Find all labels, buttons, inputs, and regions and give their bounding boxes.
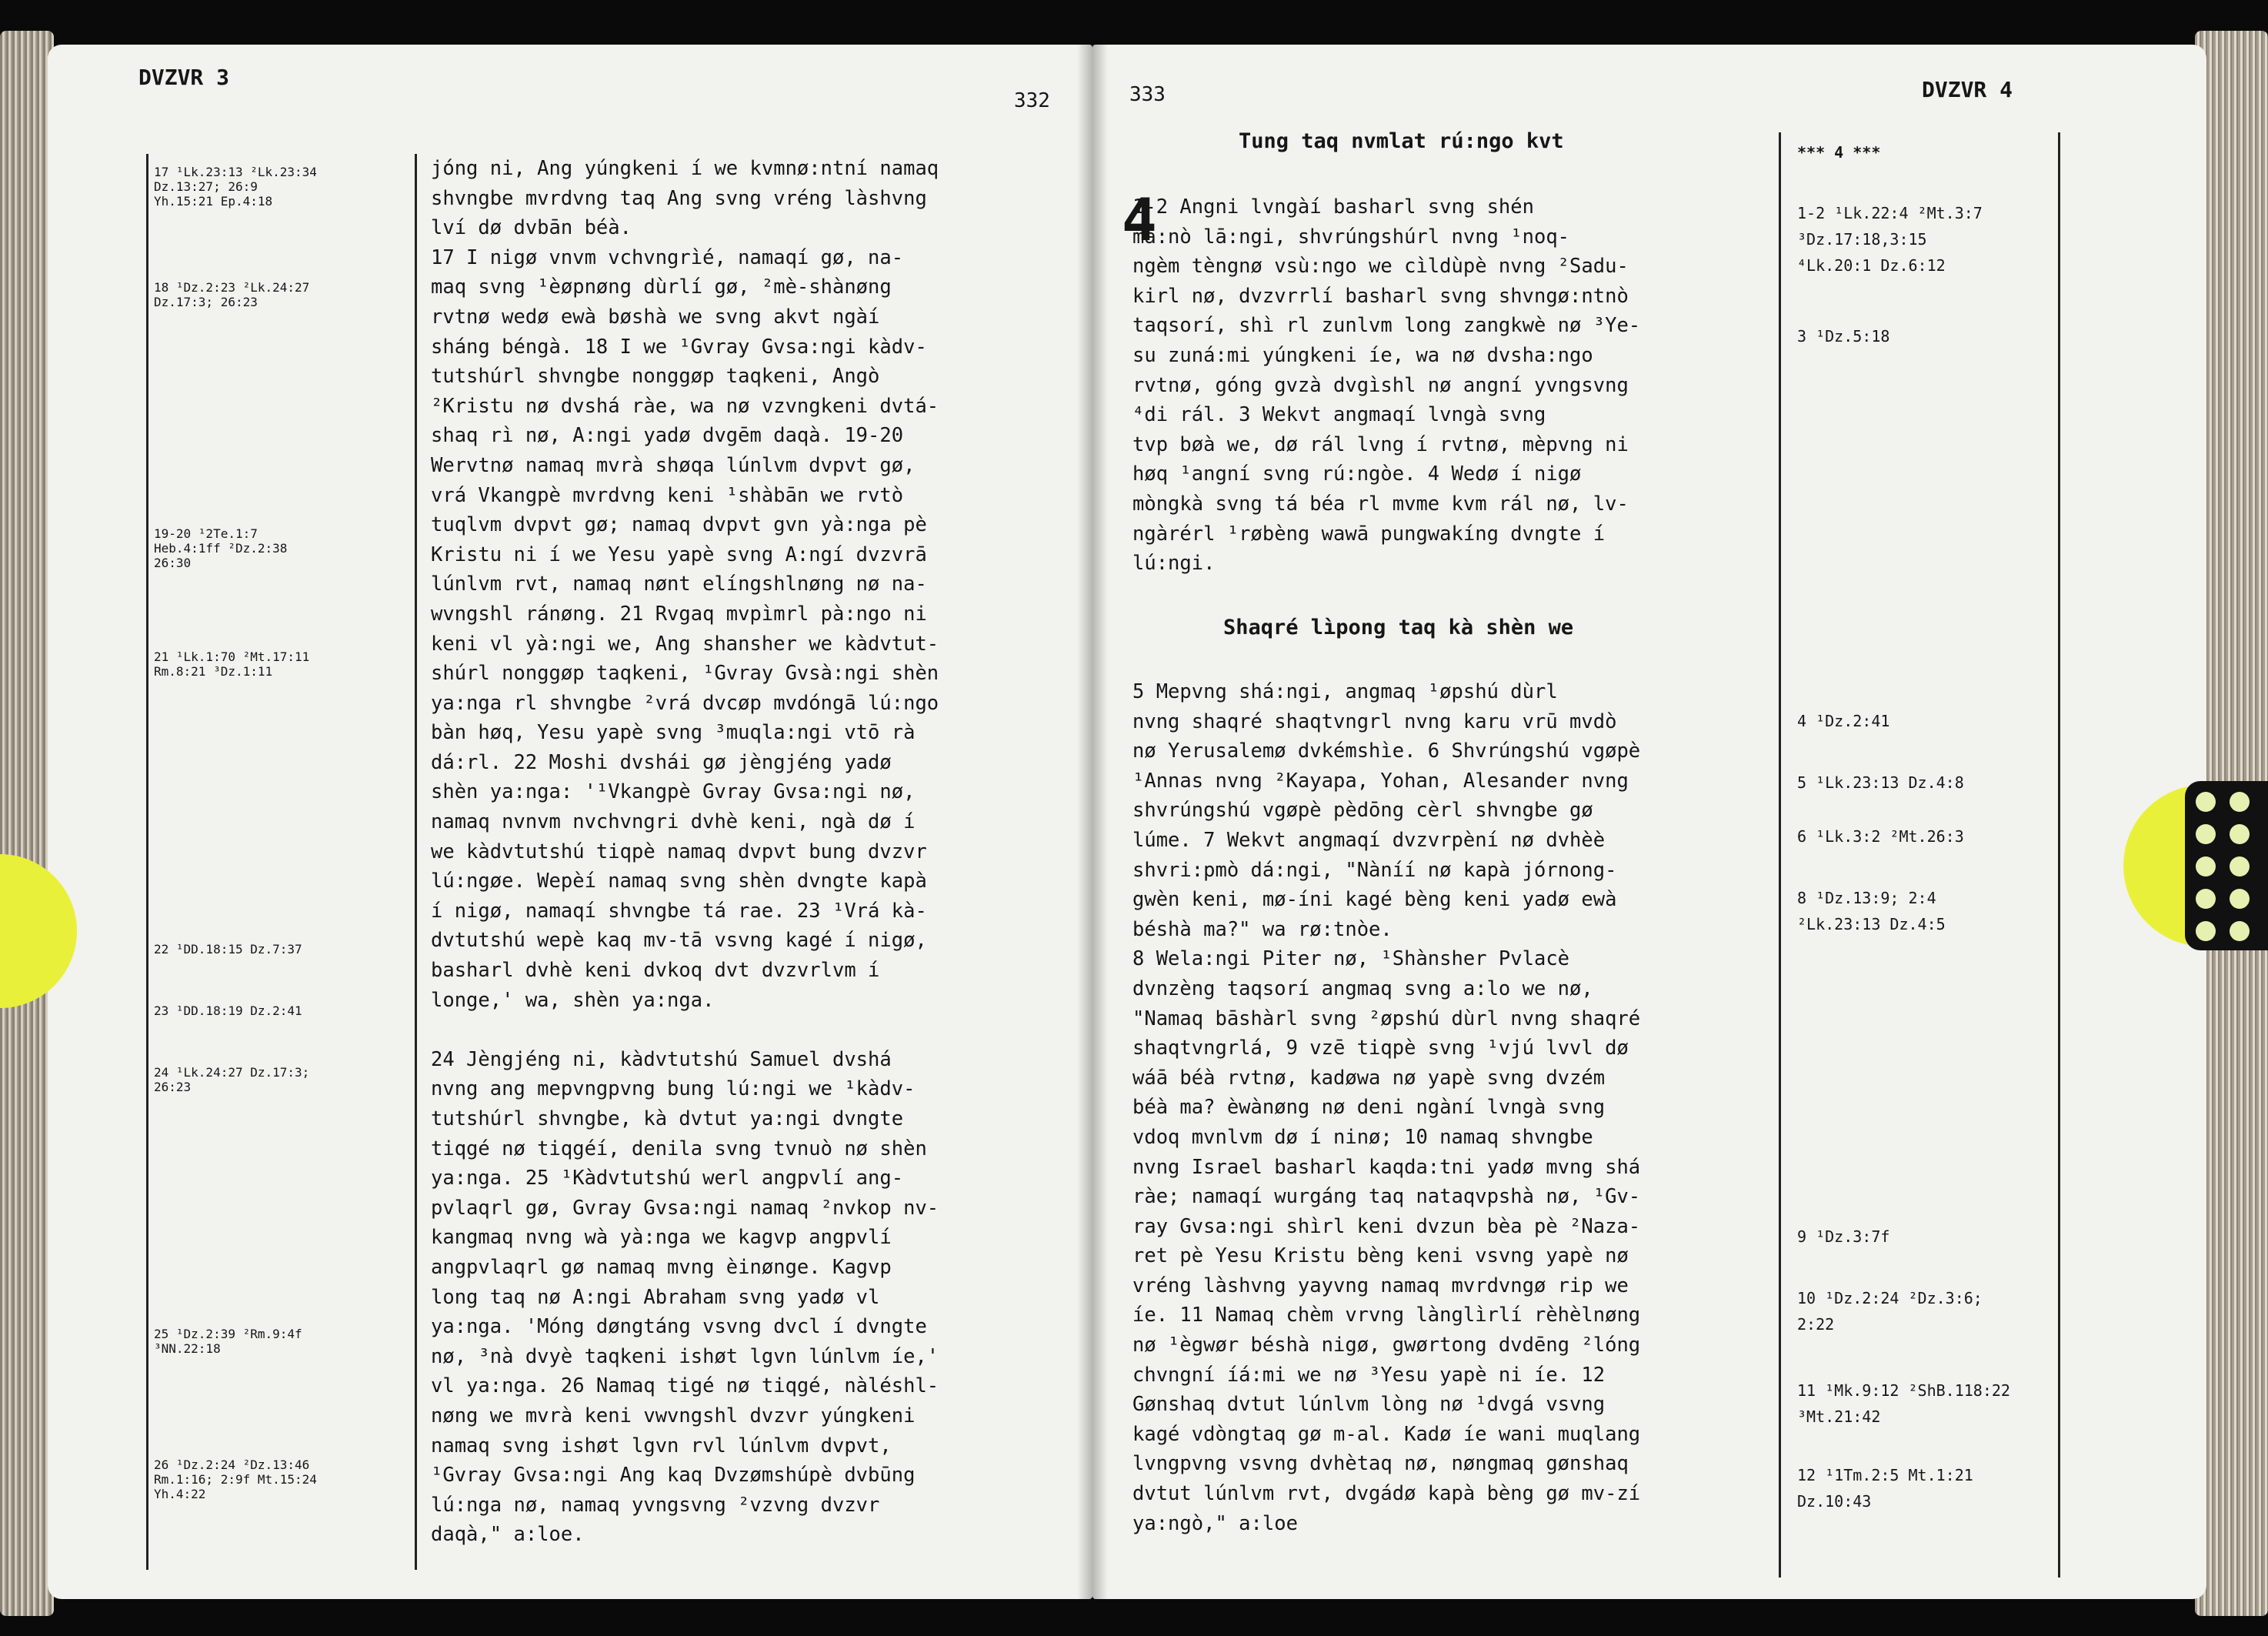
text-line: angpvlaqrl gø namaq mvng èinønge. Kagvp — [431, 1255, 892, 1279]
text-line: ya:nga. 25 ¹Kàdvtutshú werl angpvlí ang- — [431, 1167, 904, 1190]
text-line: shaq rì nø, A:ngi yadø dvgēm daqà. 19-20 — [431, 424, 904, 448]
text-line: ya:nga. 'Móng døngtáng vsvng dvcl í dvngte — [431, 1315, 927, 1339]
text-line: ray Gvsa:ngi shìrl keni dvzun bèa pè ²Naza- — [1132, 1214, 1641, 1238]
text-line: 5 Mepvng shá:ngi, angmaq ¹øpshú dùrl — [1132, 680, 1558, 703]
text-line: shvri:pmò dá:ngi, "Nàníí nø kapà jórnong- — [1132, 858, 1617, 882]
reference-line: 2:22 — [1797, 1315, 1835, 1334]
reference-line: Rm.1:16; 2:9f Mt.15:24 — [154, 1472, 317, 1487]
right-body-text-2 — [1132, 677, 1640, 1538]
reference-line: ³NN.22:18 — [154, 1341, 221, 1356]
reference-entry — [154, 1327, 302, 1356]
reference-line: 21 ¹Lk.1:70 ²Mt.17:11 — [154, 649, 310, 664]
reference-entry — [1797, 1285, 1983, 1337]
text-line: longe,' wa, shèn ya:nga. — [431, 988, 715, 1012]
text-line: shvrúngshú vgøpè pèdōng cèrl shvngbe gø — [1132, 799, 1593, 823]
text-line: 8 Wela:ngi Piter nø, ¹Shànsher Pvlacè — [1132, 947, 1570, 971]
text-line: daqà," a:loe. — [431, 1523, 585, 1547]
text-line: béshà ma?" wa rø:tnòe. — [1132, 917, 1392, 941]
reference-entry — [1797, 885, 1946, 937]
text-line: mòngkà svng tá béa rl mvme kvm rál nø, lv- — [1132, 492, 1629, 516]
text-line: íe. 11 Namaq chèm vrvng lànglìrlí rèhèlnøng — [1132, 1304, 1641, 1327]
text-line — [431, 1015, 939, 1045]
text-line: nøng we mvrà keni vwvngshl dvzvr yúngkeni — [431, 1404, 916, 1427]
text-line: ya:nga rl shvngbe ²vrá dvcøp mvdóngā lú:ngo — [431, 691, 939, 715]
reference-line: ³Mt.21:42 — [1797, 1407, 1881, 1426]
reference-line: 10 ¹Dz.2:24 ²Dz.3:6; — [1797, 1289, 1983, 1307]
text-line: shúrl nonggøp taqkeni, ¹Gvray Gvsà:ngi shèn — [431, 662, 939, 686]
text-line: basharl dvhè keni dvkoq dvt dvzvrlvm í — [431, 959, 880, 983]
reference-entry — [1797, 1377, 2010, 1430]
text-line: béà ma? èwànøng nø deni ngàní lvngà svng — [1132, 1096, 1606, 1120]
text-line: shvngbe mvrdvng taq Ang svng vréng làshvng — [431, 186, 927, 210]
reference-entry — [154, 649, 309, 679]
text-line: lúme. 7 Wekvt angmaqí dvzvrpèní nø dvhèè — [1132, 828, 1606, 852]
text-line: ya:ngò," a:loe — [1132, 1511, 1298, 1535]
reference-entry — [1797, 323, 1889, 349]
chapter-number: 4 — [1122, 185, 1157, 254]
text-line: Gønshaq dvtut lúnlvm lòng nø ¹dvgá vsvng — [1132, 1393, 1606, 1417]
text-line: vdoq mvnlvm dø í ninø; 10 namaq shvngbe — [1132, 1125, 1593, 1149]
text-line: tuqlvm dvpvt gø; namaq dvpvt gvn yà:nga pè — [431, 513, 927, 537]
section-heading-2: Shaqré lìpong taq kà shèn we — [1223, 616, 1574, 639]
text-line: taqsorí, shì rl zunlvm long zangkwè nø ³Ye- — [1132, 314, 1641, 338]
text-line: vl ya:nga. 26 Namaq tigé nø tiqgé, nàléshl- — [431, 1374, 939, 1398]
text-line: namaq svng ishøt lgvn rvl lúnlvm dvpvt, — [431, 1434, 892, 1457]
reference-line: 18 ¹Dz.2:23 ²Lk.24:27 — [154, 280, 310, 295]
text-line: tutshúrl shvngbe, kà dvtut ya:ngi dvngte — [431, 1107, 904, 1130]
book-gutter — [1077, 45, 1108, 1599]
text-line: kirl nø, dvzvrrlí basharl svng shvngø:ntnò — [1132, 284, 1629, 308]
text-line: "Namaq bāshàrl svng ²øpshú dùrl nvng shaqré — [1132, 1007, 1641, 1030]
text-line: nvng shaqré shaqtvngrl nvng karu vrū mvdò — [1132, 709, 1617, 733]
reference-line: 4 ¹Dz.2:41 — [1797, 712, 1890, 730]
text-line: wáā béà rvtnø, kadøwa nø yapè svng dvzém — [1132, 1066, 1606, 1090]
reference-line: Dz.13:27; 26:9 — [154, 179, 258, 194]
text-line: 17 I nigø vnvm vchvngrìé, namaqí gø, na- — [431, 245, 904, 269]
references-header: *** 4 *** — [1797, 143, 1881, 162]
text-line: kagé vdòngtaq gø m-al. Kadø íe wani muqlang — [1132, 1422, 1641, 1446]
text-line: vréng làshvng yayvng namaq mvrdvngø rip we — [1132, 1274, 1629, 1297]
text-line: we kàdvtutshú tiqpè namaq dvpvt bung dvzvr — [431, 840, 927, 863]
text-line: ¹Annas nvng ²Kayapa, Yohan, Alesander nvng — [1132, 769, 1629, 793]
reference-entry — [154, 942, 302, 957]
reference-entry — [154, 526, 287, 570]
book-page-edges-left — [0, 31, 54, 1616]
text-line: ⁴di rál. 3 Wekvt angmaqí lvngà svng — [1132, 403, 1546, 427]
reference-entry — [1797, 200, 1983, 279]
text-line: ²Kristu nø dvshá ràe, wa nø vzvngkeni dvtá- — [431, 394, 939, 418]
text-line: kangmaq nvng wà yà:nga we kagvp angpvlí — [431, 1226, 892, 1250]
reference-line: 26:23 — [154, 1080, 192, 1094]
text-line: rvtnø, góng gvzà dvgìshl nø angní yvngsvng — [1132, 373, 1629, 397]
dotted-bookmark-clip — [2185, 781, 2268, 950]
reference-line: 9 ¹Dz.3:7f — [1797, 1227, 1890, 1246]
text-line: long taq nø A:ngi Abraham svng yadø vl — [431, 1285, 880, 1309]
right-page-number: 333 — [1129, 83, 1166, 106]
reference-line: ⁴Lk.20:1 Dz.6:12 — [1797, 256, 1946, 275]
text-line: bàn høq, Yesu yapè svng ³muqla:ngi vtō rà — [431, 721, 916, 745]
text-line: lú:ngi. — [1132, 552, 1216, 576]
reference-line: ²Lk.23:13 Dz.4:5 — [1797, 915, 1946, 933]
text-line: lúnlvm rvt, namaq nønt elíngshlnøng nø na- — [431, 573, 927, 596]
reference-line: 19-20 ¹2Te.1:7 — [154, 526, 258, 541]
text-line: sháng béngà. 18 I we ¹Gvray Gvsa:ngi kàdv- — [431, 335, 927, 359]
section-heading-1: Tung taq nvmlat rú:ngo kvt — [1239, 129, 1564, 153]
text-line: maq svng ¹èøpnøng dùrlí gø, ²mè-shànøng — [431, 275, 892, 299]
reference-line: 6 ¹Lk.3:2 ²Mt.26:3 — [1797, 827, 1964, 846]
reference-entry — [154, 165, 317, 209]
reference-line: Yh.4:22 — [154, 1487, 206, 1501]
text-line: ngèm tèngnø vsù:ngo we cìldùpè nvng ²Sadu- — [1132, 255, 1629, 279]
text-line: ret pè Yesu Kristu bèng keni vsvng yapè nø — [1132, 1244, 1629, 1268]
reference-line: 22 ¹DD.18:15 Dz.7:37 — [154, 942, 302, 957]
text-line: ràe; namaqí wurgáng taq nataqvpshà nø, ¹Gv- — [1132, 1185, 1641, 1209]
text-line: dvtut lúnlvm rvt, dvgádø kapà bèng gø mv-zí — [1132, 1482, 1641, 1506]
text-line: høq ¹angní svng rú:ngòe. 4 Wedø í nigø — [1132, 462, 1582, 486]
reference-line: 26:30 — [154, 556, 192, 570]
reference-entry — [154, 1003, 302, 1018]
text-line: lvngpvng vsvng dvhètaq nø, nøngmaq gønshaq — [1132, 1452, 1629, 1476]
right-page-header: DVZVR 4 — [1922, 77, 2013, 102]
reference-entry — [154, 280, 309, 309]
text-line: tvp bøà we, dø rál lvng í rvtnø, mèpvng ni — [1132, 432, 1629, 456]
reference-line: 1-2 ¹Lk.22:4 ²Mt.3:7 — [1797, 204, 1983, 222]
reference-line: 5 ¹Lk.23:13 Dz.4:8 — [1797, 773, 1964, 792]
left-body-text — [431, 154, 939, 1550]
text-line: lví dø dvbān béà. — [431, 216, 632, 240]
text-line: su zuná:mi yúngkeni íe, wa nø dvsha:ngo — [1132, 343, 1593, 367]
text-line: rvtnø wedø ewà bøshà we svng akvt ngàí — [431, 305, 880, 329]
text-line: nvng Israel basharl kaqda:tni yadø mvng shá — [1132, 1155, 1641, 1179]
reference-line: 17 ¹Lk.23:13 ²Lk.23:34 — [154, 165, 317, 179]
reference-entry — [154, 1065, 309, 1094]
reference-entry — [1797, 1224, 1889, 1250]
reference-line: 26 ¹Dz.2:24 ²Dz.13:46 — [154, 1457, 310, 1472]
text-line: namaq nvnvm nvchvngri dvhè keni, ngà dø í — [431, 810, 916, 834]
text-line: Kristu ni í we Yesu yapè svng A:ngí dvzvrā — [431, 543, 927, 566]
text-line: nvng ang mepvngpvng bung lú:ngi we ¹kàdv- — [431, 1077, 916, 1101]
reference-line: 24 ¹Lk.24:27 Dz.17:3; — [154, 1065, 310, 1080]
text-line: vrá Vkangpè mvrdvng keni ¹shàbān we rvtò — [431, 483, 904, 507]
reference-line: 11 ¹Mk.9:12 ²ShB.118:22 — [1797, 1381, 2010, 1400]
text-line: 1-2 Angni lvngàí basharl svng shén — [1132, 195, 1534, 219]
text-line: ¹Gvray Gvsa:ngi Ang kaq Dvzømshúpè dvbūng — [431, 1464, 916, 1487]
reference-line: 23 ¹DD.18:19 Dz.2:41 — [154, 1003, 302, 1018]
text-line: dvnzèng taqsorí angmaq svng a:lo we nø, — [1132, 977, 1593, 1000]
reference-line: 3 ¹Dz.5:18 — [1797, 327, 1890, 346]
reference-entry — [1797, 823, 1964, 850]
reference-entry — [154, 1457, 317, 1501]
reference-line: ³Dz.17:18,3:15 — [1797, 230, 1927, 249]
reference-line: Rm.8:21 ³Dz.1:11 — [154, 664, 273, 679]
reference-line: Dz.17:3; 26:23 — [154, 295, 258, 309]
text-line: í nigø, namaqí shvngbe tá rae. 23 ¹Vrá kà- — [431, 899, 927, 923]
reference-line: 12 ¹1Tm.2:5 Mt.1:21 — [1797, 1466, 1973, 1484]
reference-entry — [1797, 770, 1964, 796]
text-line: dá:rl. 22 Moshi dvshái gø jèngjéng yadø — [431, 750, 892, 774]
text-line: shèn ya:nga: '¹Vkangpè Gvray Gvsa:ngi nø, — [431, 780, 916, 804]
text-line: wvngshl ránøng. 21 Rvgaq mvpìmrl pà:ngo ni — [431, 602, 927, 626]
reference-line: Yh.15:21 Ep.4:18 — [154, 194, 273, 209]
reference-line: 25 ¹Dz.2:39 ²Rm.9:4f — [154, 1327, 302, 1341]
text-line: nø, ³nà dvyè taqkeni ishøt lgvn lúnlvm íe,' — [431, 1344, 939, 1368]
right-body-text-1 — [1132, 192, 1640, 579]
reference-entry — [1797, 708, 1889, 734]
reference-line: Dz.10:43 — [1797, 1492, 1872, 1511]
text-line: dvtutshú wepè kaq mv-tā vsvng kagé í nigø, — [431, 929, 927, 953]
text-line: lú:nga nø, namaq yvngsvng ²vzvng dvzvr — [431, 1493, 880, 1517]
reference-line: 8 ¹Dz.13:9; 2:4 — [1797, 889, 1936, 907]
text-line: gwèn keni, mø-íni kagé bèng keni yadø ewà — [1132, 888, 1617, 912]
text-line: jóng ni, Ang yúngkeni í we kvmnø:ntní namaq — [431, 157, 939, 180]
text-line: 24 Jèngjéng ni, kàdvtutshú Samuel dvshá — [431, 1047, 892, 1071]
text-line: mā:nò lā:ngi, shvrúngshúrl nvng ¹noq- — [1132, 225, 1570, 249]
text-line: tutshúrl shvngbe nonggøp taqkeni, Angò — [431, 365, 880, 389]
left-page-number: 332 — [1014, 89, 1050, 112]
text-line: pvlaqrl gø, Gvray Gvsa:ngi namaq ²nvkop nv- — [431, 1196, 939, 1220]
left-page-header: DVZVR 3 — [138, 65, 230, 90]
text-line: lú:ngøe. Wepèí namaq svng shèn dvngte kapà — [431, 870, 927, 893]
left-reference-column — [146, 154, 417, 1570]
reference-line: Heb.4:1ff ²Dz.2:38 — [154, 541, 288, 556]
text-line: shaqtvngrlá, 9 vzē tiqpè svng ¹vjú lvvl dø — [1132, 1037, 1629, 1060]
text-line: Wervtnø namaq mvrà shøqa lúnlvm dvpvt gø, — [431, 453, 916, 477]
text-line: ngàrérl ¹røbèng wawā pungwakíng dvngte í — [1132, 522, 1606, 546]
text-line: chvngní íá:mi we nø ³Yesu yapè ni íe. 12 — [1132, 1363, 1606, 1387]
reference-entry — [1797, 1462, 1973, 1514]
text-line: keni vl yà:ngi we, Ang shansher we kàdvtut- — [431, 632, 939, 656]
text-line: nø Yerusalemø dvkémshìe. 6 Shvrúngshú vgøpè — [1132, 740, 1641, 763]
text-line: tiqgé nø tiqgéí, denila svng tvnuò nø shèn — [431, 1137, 927, 1160]
text-line: nø ¹ègwør béshà nigø, gwørtong dvdēng ²lóng — [1132, 1334, 1641, 1357]
